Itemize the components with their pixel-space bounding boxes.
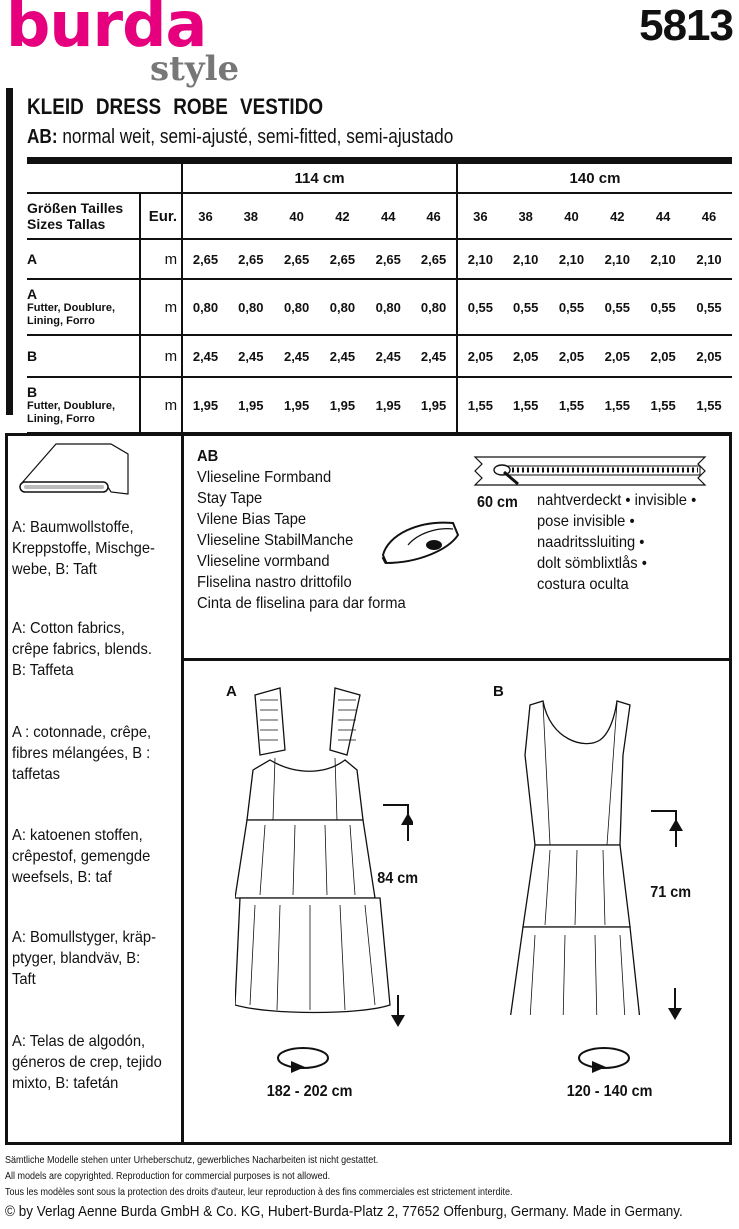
size-cell: 42 [594,193,640,239]
value-cell: 2,10 [686,239,732,279]
value-cell: 2,05 [503,335,549,377]
size-cell: 46 [686,193,732,239]
dress-b-illustration [505,695,670,1015]
value-cell: 0,55 [503,279,549,335]
row-label: B Futter, Doublure, Lining, Forro [27,377,140,433]
size-cell: 40 [549,193,595,239]
fabric-es: A: Telas de algodón, géneros de crep, tejido mixto, B: tafetán [12,1033,162,1092]
width-114: 114 cm [182,161,457,194]
view-a-label: A [226,683,237,700]
eur-label: Eur. [140,193,182,239]
unit: m [140,377,182,433]
size-cell: 42 [320,193,366,239]
value-cell: 1,95 [365,377,411,433]
arrow-up-icon [651,809,686,849]
notion-item: Vlieseline vormband [197,553,330,570]
unit: m [140,239,182,279]
value-cell: 1,95 [274,377,320,433]
zipper-icon [470,452,715,492]
left-bar [6,88,13,415]
size-cell: 44 [365,193,411,239]
value-cell: 0,80 [320,279,366,335]
value-cell: 2,10 [503,239,549,279]
notion-item: Vilene Bias Tape [197,511,307,528]
value-cell: 2,45 [274,335,320,377]
value-cell: 2,05 [594,335,640,377]
value-cell: 0,80 [274,279,320,335]
value-cell: 2,65 [320,239,366,279]
fit-prefix: AB: [27,126,58,148]
arrow-up-icon [383,803,413,843]
hem-circumference-icon [574,1045,634,1075]
value-cell: 2,10 [594,239,640,279]
view-b-hem-width: 120 - 140 cm [566,1083,653,1100]
style-logo: style [150,49,240,89]
size-cell: 46 [411,193,457,239]
value-cell: 1,55 [686,377,732,433]
zipper-line: pose invisible • [537,513,635,530]
value-cell: 2,45 [365,335,411,377]
value-cell: 2,65 [365,239,411,279]
fabric-fr: A : cotonnade, crêpe, fibres mélangées, B : taffetas [12,724,152,783]
page-title: KLEID DRESS ROBE VESTIDO [27,94,324,119]
table-row [27,279,732,335]
value-cell: 1,95 [228,377,274,433]
value-cell: 2,65 [274,239,320,279]
fit-text: normal weit, semi-ajusté, semi-fitted, semi-ajustado [57,126,454,148]
notion-item: Fliselina nastro drittofilo [197,574,352,591]
notion-item: Cinta de fliselina para dar forma [197,595,406,612]
copyright-en: All models are copyrighted. Reproduction for commercial purposes is not allowed. [5,1171,331,1182]
value-cell: 2,65 [411,239,457,279]
value-cell: 2,05 [457,335,503,377]
unit: m [140,279,182,335]
width-140: 140 cm [457,161,732,194]
fabric-sv: A: Bomullstyger, kräp-ptyger, blandväv, B: Taft [12,929,156,988]
panel-divider-vertical [181,433,184,1145]
notion-item: Vlieseline StabilManche [197,532,354,549]
value-cell: 2,45 [320,335,366,377]
zipper-line: nahtverdeckt • invisible • [537,492,697,509]
publisher-notice: © by Verlag Aenne Burda GmbH & Co. KG, Hubert-Burda-Platz 2, 77652 Offenburg, Germany. Made in Germany. [5,1203,683,1220]
value-cell: 2,10 [457,239,503,279]
fabric-nl: A: katoenen stoffen, crêpestof, gemengde weefsels, B: taf [12,827,151,886]
hem-circumference-icon [273,1045,333,1075]
value-cell: 1,55 [594,377,640,433]
zipper-line: dolt sömblixtlås • [537,555,647,572]
width-header-row [27,161,732,194]
table-row [27,239,732,279]
iron-icon [378,515,463,570]
arrow-down-icon [667,988,687,1023]
table-row [27,335,732,377]
value-cell: 1,95 [320,377,366,433]
value-cell: 0,80 [365,279,411,335]
size-header-row [27,193,732,239]
size-label: Größen Tailles Sizes Tallas [27,193,140,239]
row-label: A [27,239,140,279]
table-row [27,377,732,433]
value-cell: 1,95 [411,377,457,433]
view-b-length: 71 cm [650,884,692,901]
view-a-length: 84 cm [377,870,419,887]
value-cell: 1,55 [640,377,686,433]
size-cell: 36 [182,193,228,239]
value-cell: 0,80 [228,279,274,335]
view-a-hem-width: 182 - 202 cm [266,1083,353,1100]
zipper-line: costura oculta [537,576,629,593]
size-cell: 44 [640,193,686,239]
size-cell: 36 [457,193,503,239]
value-cell: 0,55 [457,279,503,335]
value-cell: 1,55 [503,377,549,433]
value-cell: 2,65 [182,239,228,279]
size-cell: 40 [274,193,320,239]
pattern-number: 5813 [639,1,733,50]
fabric-bolt-icon [16,440,131,500]
value-cell: 2,45 [228,335,274,377]
value-cell: 0,55 [594,279,640,335]
fabric-en: A: Cotton fabrics, crêpe fabrics, blends. B: Taffeta [12,620,152,679]
zipper-length: 60 cm [477,494,518,511]
size-cell: 38 [503,193,549,239]
view-b-label: B [493,683,504,700]
size-cell: 38 [228,193,274,239]
notions-list [197,446,406,614]
fabric-de: A: Baumwollstoffe, Kreppstoffe, Mischge-webe, B: Taft [12,519,155,578]
value-cell: 0,55 [549,279,595,335]
copyright-de: Sämtliche Modelle stehen unter Urheberschutz, gewerbliches Nacharbeiten ist nicht gestattet. [5,1155,379,1166]
row-label: A Futter, Doublure, Lining, Forro [27,279,140,335]
notion-item: Stay Tape [197,490,263,507]
value-cell: 2,65 [228,239,274,279]
copyright-fr: Tous les modèles sont sous la protection des droits d'auteur, leur reproduction à des fins commerciales est strictement interdite. [5,1187,513,1198]
arrow-down-icon [390,995,410,1030]
unit: m [140,335,182,377]
value-cell: 1,95 [182,377,228,433]
value-cell: 2,45 [182,335,228,377]
dress-a-illustration [235,680,405,1020]
value-cell: 0,80 [182,279,228,335]
value-cell: 1,55 [549,377,595,433]
value-cell: 0,55 [686,279,732,335]
value-cell: 2,45 [411,335,457,377]
value-cell: 2,05 [686,335,732,377]
value-cell: 2,10 [549,239,595,279]
value-cell: 2,05 [549,335,595,377]
value-cell: 0,55 [640,279,686,335]
zipper-description [537,490,696,595]
value-cell: 1,55 [457,377,503,433]
value-cell: 2,10 [640,239,686,279]
row-label: B [27,335,140,377]
zipper-line: naadritssluiting • [537,534,645,551]
burda-logo: burda [6,0,207,61]
fit-description [27,126,453,149]
yardage-table [27,157,732,434]
notions-heading: AB [197,448,219,465]
value-cell: 0,80 [411,279,457,335]
notion-item: Vlieseline Formband [197,469,332,486]
value-cell: 2,05 [640,335,686,377]
panel-divider-horizontal [181,658,732,661]
